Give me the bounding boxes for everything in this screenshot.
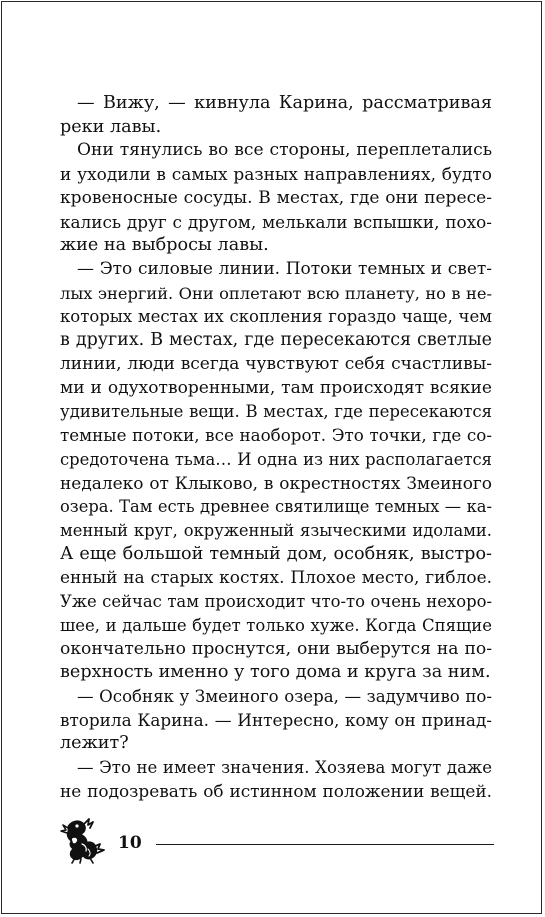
text-line: реки лавы.	[60, 116, 162, 137]
text-line: — Особняк у Змеиного озера, — задумчиво по-	[77, 686, 492, 706]
page-number: 10	[118, 833, 142, 853]
text-line: окончательно проснутся, они выберутся на по-	[60, 638, 492, 659]
footer-rule	[156, 844, 494, 845]
text-line: ми и одухотворенными, там происходят всякие	[60, 377, 492, 398]
text-line: недалеко от Клыково, в окрестностях Змеиного	[60, 472, 492, 493]
text-line: удивительные вещи. В местах, где пересекаются	[60, 402, 492, 422]
dragon-ornament-icon	[60, 814, 106, 864]
page-footer	[60, 810, 494, 870]
body-text	[60, 92, 492, 804]
text-line: не подозревать об истинном положении вещей.	[60, 780, 492, 801]
text-line: А еще большой темный дом, особняк, выстро-	[60, 543, 492, 564]
text-line: лежит?	[60, 733, 129, 754]
text-line: вторила Карина. — Интересно, кому он принад-	[60, 709, 492, 730]
text-line: которых местах их скопления гораздо чаще, чем	[60, 307, 492, 327]
text-line: и уходили в самых разных направлениях, будто	[60, 164, 492, 185]
text-line: в других. В местах, где пересекаются светлые	[60, 330, 492, 351]
text-line: — Вижу, — кивнула Карина, рассматривая	[77, 93, 492, 113]
text-line: — Это не имеет значения. Хозяева могут даже	[77, 758, 492, 778]
text-line: Уже сейчас там происходит что-то очень нехоро-	[60, 592, 492, 612]
text-line: жие на выбросы лавы.	[60, 235, 269, 256]
text-line: темные потоки, все наоборот. Это точки, где со-	[60, 425, 492, 446]
text-line: шее, и дальше будет только хуже. Когда Спящие	[60, 615, 492, 635]
text-line: кровеносные сосуды. В местах, где они пересе-	[60, 187, 492, 208]
text-line: верхность именно у того дома и круга за ним.	[60, 662, 491, 683]
text-line: озера. Там есть древнее святилище темных — ка-	[60, 497, 492, 517]
text-line: линии, люди всегда чувствуют себя счастливы-	[60, 353, 492, 374]
text-line: лых энергий. Они оплетают всю планету, но в не-	[60, 283, 492, 303]
text-line: менный круг, окруженный языческими идолами.	[60, 520, 492, 540]
text-line: кались друг с другом, мелькали вспышки, похо-	[60, 211, 492, 232]
text-line: енный на старых костях. Плохое место, гиблое.	[60, 567, 492, 588]
text-line: Они тянулись во все стороны, переплетались	[77, 140, 492, 161]
book-page	[1, 1, 542, 914]
text-line: средоточена тьма… И одна из них располагается	[60, 449, 492, 469]
text-line: — Это силовые линии. Потоки темных и свет-	[77, 259, 492, 280]
